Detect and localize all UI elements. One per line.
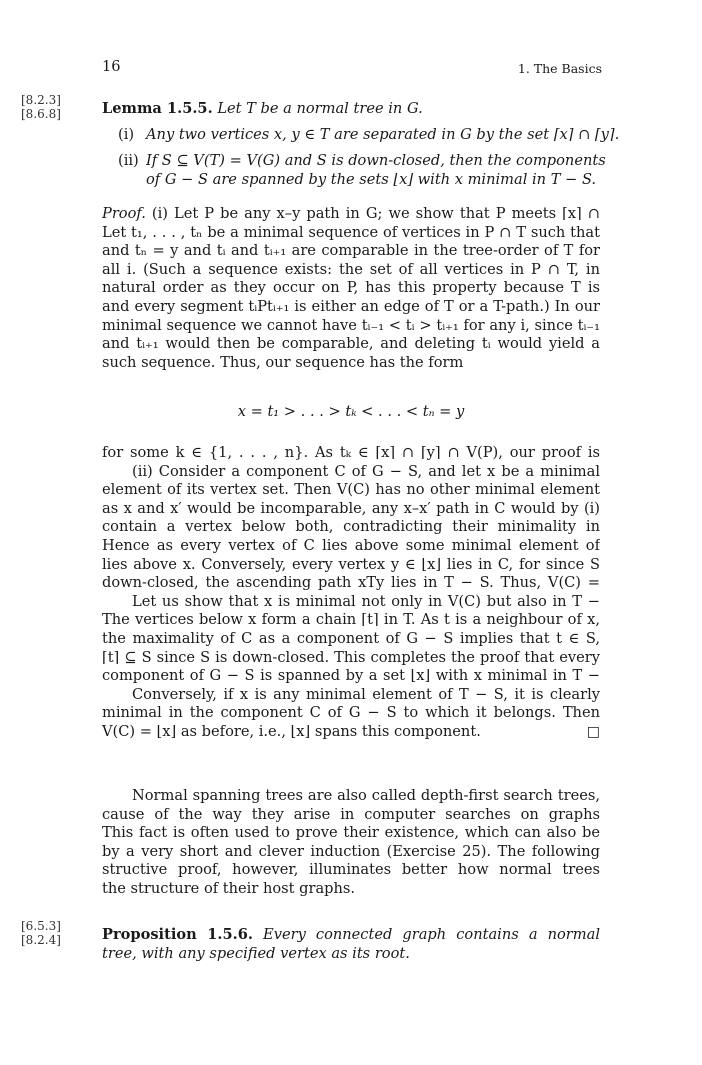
proof-line: V(C) = ⌊x⌋ as before, i.e., ⌊x⌋ spans this component. — [102, 722, 481, 740]
margin-ref-line: [8.2.4] — [21, 932, 61, 947]
paragraph-line: cause of the way they arise in computer searches on graphs — [102, 805, 600, 823]
margin-ref-line: [6.5.3] — [21, 919, 61, 933]
proof-line: lies above x. Conversely, every vertex y ∈ ⌊x⌋ lies in C, for since S — [102, 555, 600, 573]
page-number: 16 — [102, 58, 121, 75]
paragraph-line: the structure of their host graphs. — [102, 879, 356, 897]
proof-line: minimal sequence we cannot have tᵢ₋₁ < tᵢ > tᵢ₊₁ for any i, since tᵢ₋₁ — [102, 316, 600, 334]
running-head: 1. The Basics — [517, 61, 602, 76]
proof-block-b — [102, 444, 600, 742]
margin-ref-line: [8.6.8] — [21, 106, 61, 121]
proof-line: component of G − S is spanned by a set ⌊x⌋ with x minimal in T − — [102, 667, 600, 685]
item-text: If S ⊆ V(T) = V(G) and S is down-closed, then the components — [146, 152, 606, 169]
item-label: (i) — [118, 126, 135, 143]
proof-line: and every segment tᵢPtᵢ₊₁ is either an edge of T or a T-path.) In our — [102, 297, 600, 315]
proof-line: the maximality of C as a component of G − S implies that t ∈ S, — [102, 629, 600, 647]
proof-line: Hence as every vertex of C lies above some minimal element of — [102, 536, 600, 554]
body-paragraph — [102, 787, 600, 899]
proof-line: all i. (Such a sequence exists: the set of all vertices in P ∩ T, in — [102, 260, 600, 278]
proof-line: Let t₁, . . . , tₙ be a minimal sequence of vertices in P ∩ T such that — [102, 223, 600, 241]
proof-line: contain a vertex below both, contradicting their minimality in — [102, 518, 600, 536]
item-text: of G − S are spanned by the sets ⌊x⌋ with x minimal in T − S. — [146, 170, 597, 188]
margin-reference — [21, 920, 61, 947]
proof-line: and tₙ = y and tᵢ and tᵢ₊₁ are comparable in the tree-order of T for — [102, 242, 600, 260]
proposition-block — [102, 926, 600, 963]
lemma-item-ii — [118, 152, 606, 189]
proposition-text: tree, with any specified vertex as its root. — [102, 944, 410, 962]
paragraph-line: by a very short and clever induction (Exercise 25). The following — [102, 842, 600, 860]
proof-line: down-closed, the ascending path xTy lies in T − S. Thus, V(C) = — [102, 574, 600, 592]
paragraph-line: structive proof, however, illuminates better how normal trees — [102, 861, 600, 879]
lemma-statement: Let T be a normal tree in G. — [217, 100, 423, 117]
paragraph-line: Normal spanning trees are also called depth-first search trees, — [132, 787, 600, 804]
proof-line: element of its vertex set. Then V(C) has no other minimal element — [102, 481, 600, 499]
item-label: (ii) — [118, 152, 139, 169]
proof-line: The vertices below x form a chain ⌈t⌉ in T. As t is a neighbour of x, — [102, 611, 600, 629]
proof-line: such sequence. Thus, our sequence has the form — [102, 353, 464, 371]
display-equation — [102, 403, 600, 422]
margin-reference — [21, 94, 61, 121]
proof-line: for some k ∈ {1, . . . , n}. As tₖ ∈ ⌈x⌉ ∩ ⌈y⌉ ∩ V(P), our proof is — [102, 444, 600, 461]
qed-symbol: □ — [586, 723, 600, 740]
proposition-text: Every connected graph contains a normal — [263, 926, 600, 943]
proof-line: natural order as they occur on P, has this property because T is — [102, 279, 600, 297]
lemma-item-i — [118, 126, 620, 145]
proposition-label: Proposition 1.5.6. — [102, 926, 253, 943]
proof-label: Proof. — [102, 205, 146, 222]
lemma-label: Lemma 1.5.5. — [102, 100, 213, 117]
proof-line: and tᵢ₊₁ would then be comparable, and deleting tᵢ would yield a — [102, 335, 600, 353]
proof-line: (i) Let P be any x–y path in G; we show that P meets ⌈x⌉ ∩ — [151, 205, 600, 222]
proof-block-a — [102, 205, 600, 372]
proof-line: as x and x′ would be incomparable, any x–x′ path in C would by (i) — [102, 499, 600, 517]
equation-text: x = t₁ > . . . > tₖ < . . . < tₙ = y — [237, 403, 465, 420]
proof-line: ⌈t⌉ ⊆ S since S is down-closed. This completes the proof that every — [102, 648, 600, 666]
proof-line: Let us show that x is minimal not only in V(C) but also in T − — [132, 592, 600, 610]
lemma-block — [102, 100, 600, 119]
item-text: Any two vertices x, y ∈ T are separated in G by the set ⌈x⌉ ∩ ⌈y⌉. — [146, 126, 620, 143]
margin-ref-line: [8.2.3] — [21, 93, 61, 107]
proof-line: minimal in the component C of G − S to which it belongs. Then — [102, 704, 600, 722]
proof-line: (ii) Consider a component C of G − S, and let x be a minimal — [132, 462, 600, 480]
proof-line: Conversely, if x is any minimal element of T − S, it is clearly — [132, 685, 600, 703]
paragraph-line: This fact is often used to prove their existence, which can also be — [102, 824, 600, 842]
